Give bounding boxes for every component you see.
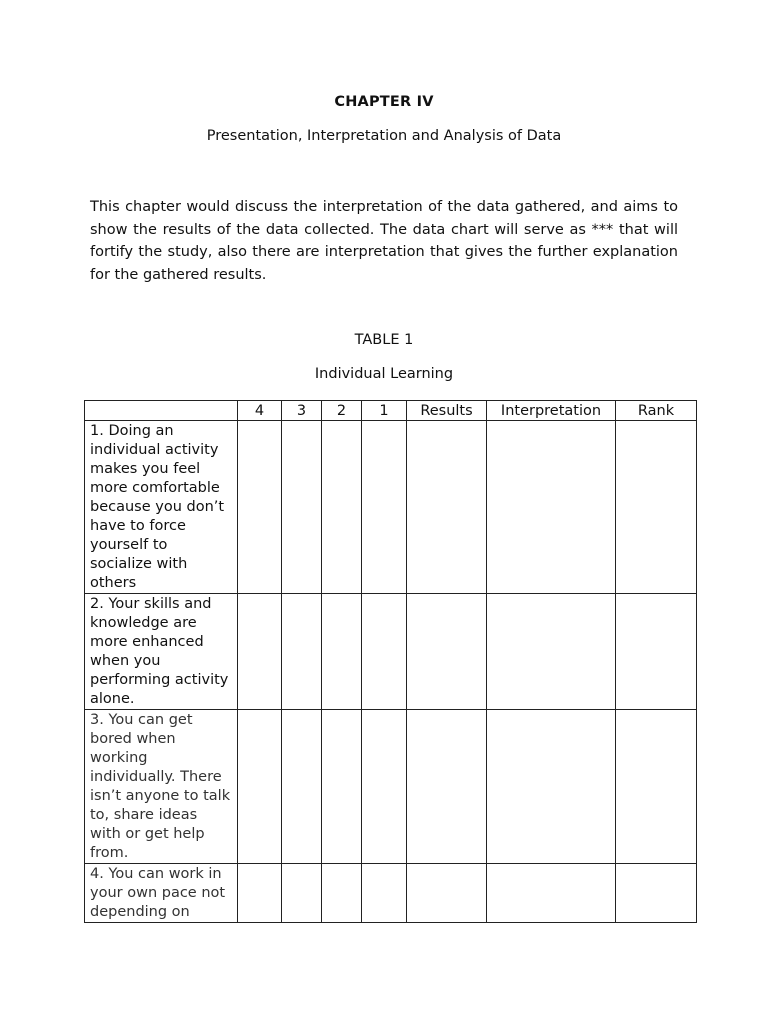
statement-cell: 2. Your skills and knowledge are more enhanced when you performing activity alone. <box>85 594 238 710</box>
table-row <box>85 710 697 864</box>
column-header-interpretation: Interpretation <box>487 401 616 421</box>
statement-cell: 4. You can work in your own pace not depending on <box>85 864 238 923</box>
table-header-row <box>85 401 697 421</box>
rank-cell <box>616 594 697 710</box>
rating-2-cell <box>322 710 362 864</box>
column-header-1: 1 <box>362 401 407 421</box>
results-cell <box>407 594 487 710</box>
table-row <box>85 864 697 923</box>
rating-2-cell <box>322 421 362 594</box>
rating-1-cell <box>362 864 407 923</box>
chapter-title: CHAPTER IV <box>334 94 434 110</box>
rating-1-cell <box>362 594 407 710</box>
rank-cell <box>616 421 697 594</box>
results-cell <box>407 864 487 923</box>
table-caption: Individual Learning <box>314 366 454 382</box>
rating-3-cell <box>282 864 322 923</box>
rating-1-cell <box>362 421 407 594</box>
rating-4-cell <box>238 421 282 594</box>
interpretation-cell <box>487 710 616 864</box>
rating-3-cell <box>282 710 322 864</box>
interpretation-cell <box>487 594 616 710</box>
rating-2-cell <box>322 594 362 710</box>
intro-paragraph: This chapter would discuss the interpretation of the data gathered, and aims to show the results of the data collected. The data chart will serve as *** that will fortify the study, also there are interpretation that gives the further explanation for the gathered results. <box>90 199 678 284</box>
chapter-subtitle: Presentation, Interpretation and Analysis of Data <box>206 128 562 144</box>
column-header-rank: Rank <box>616 401 697 421</box>
statement-cell: 3. You can get bored when working individually. There isn’t anyone to talk to, share ideas with or get help from. <box>85 710 238 864</box>
rating-2-cell <box>322 864 362 923</box>
table-row <box>85 594 697 710</box>
rating-1-cell <box>362 710 407 864</box>
statement-cell: 1. Doing an individual activity makes you feel more comfortable because you don’t have to force yourself to socialize with others <box>85 421 238 594</box>
table-row <box>85 421 697 594</box>
individual-learning-table <box>84 400 697 923</box>
rating-4-cell <box>238 864 282 923</box>
results-cell <box>407 421 487 594</box>
rating-3-cell <box>282 421 322 594</box>
interpretation-cell <box>487 864 616 923</box>
rating-4-cell <box>238 710 282 864</box>
interpretation-cell <box>487 421 616 594</box>
column-header-statement <box>85 401 238 421</box>
rank-cell <box>616 864 697 923</box>
table-label: TABLE 1 <box>354 332 414 348</box>
column-header-3: 3 <box>282 401 322 421</box>
results-cell <box>407 710 487 864</box>
rating-3-cell <box>282 594 322 710</box>
column-header-results: Results <box>407 401 487 421</box>
column-header-4: 4 <box>238 401 282 421</box>
rating-4-cell <box>238 594 282 710</box>
column-header-2: 2 <box>322 401 362 421</box>
rank-cell <box>616 710 697 864</box>
